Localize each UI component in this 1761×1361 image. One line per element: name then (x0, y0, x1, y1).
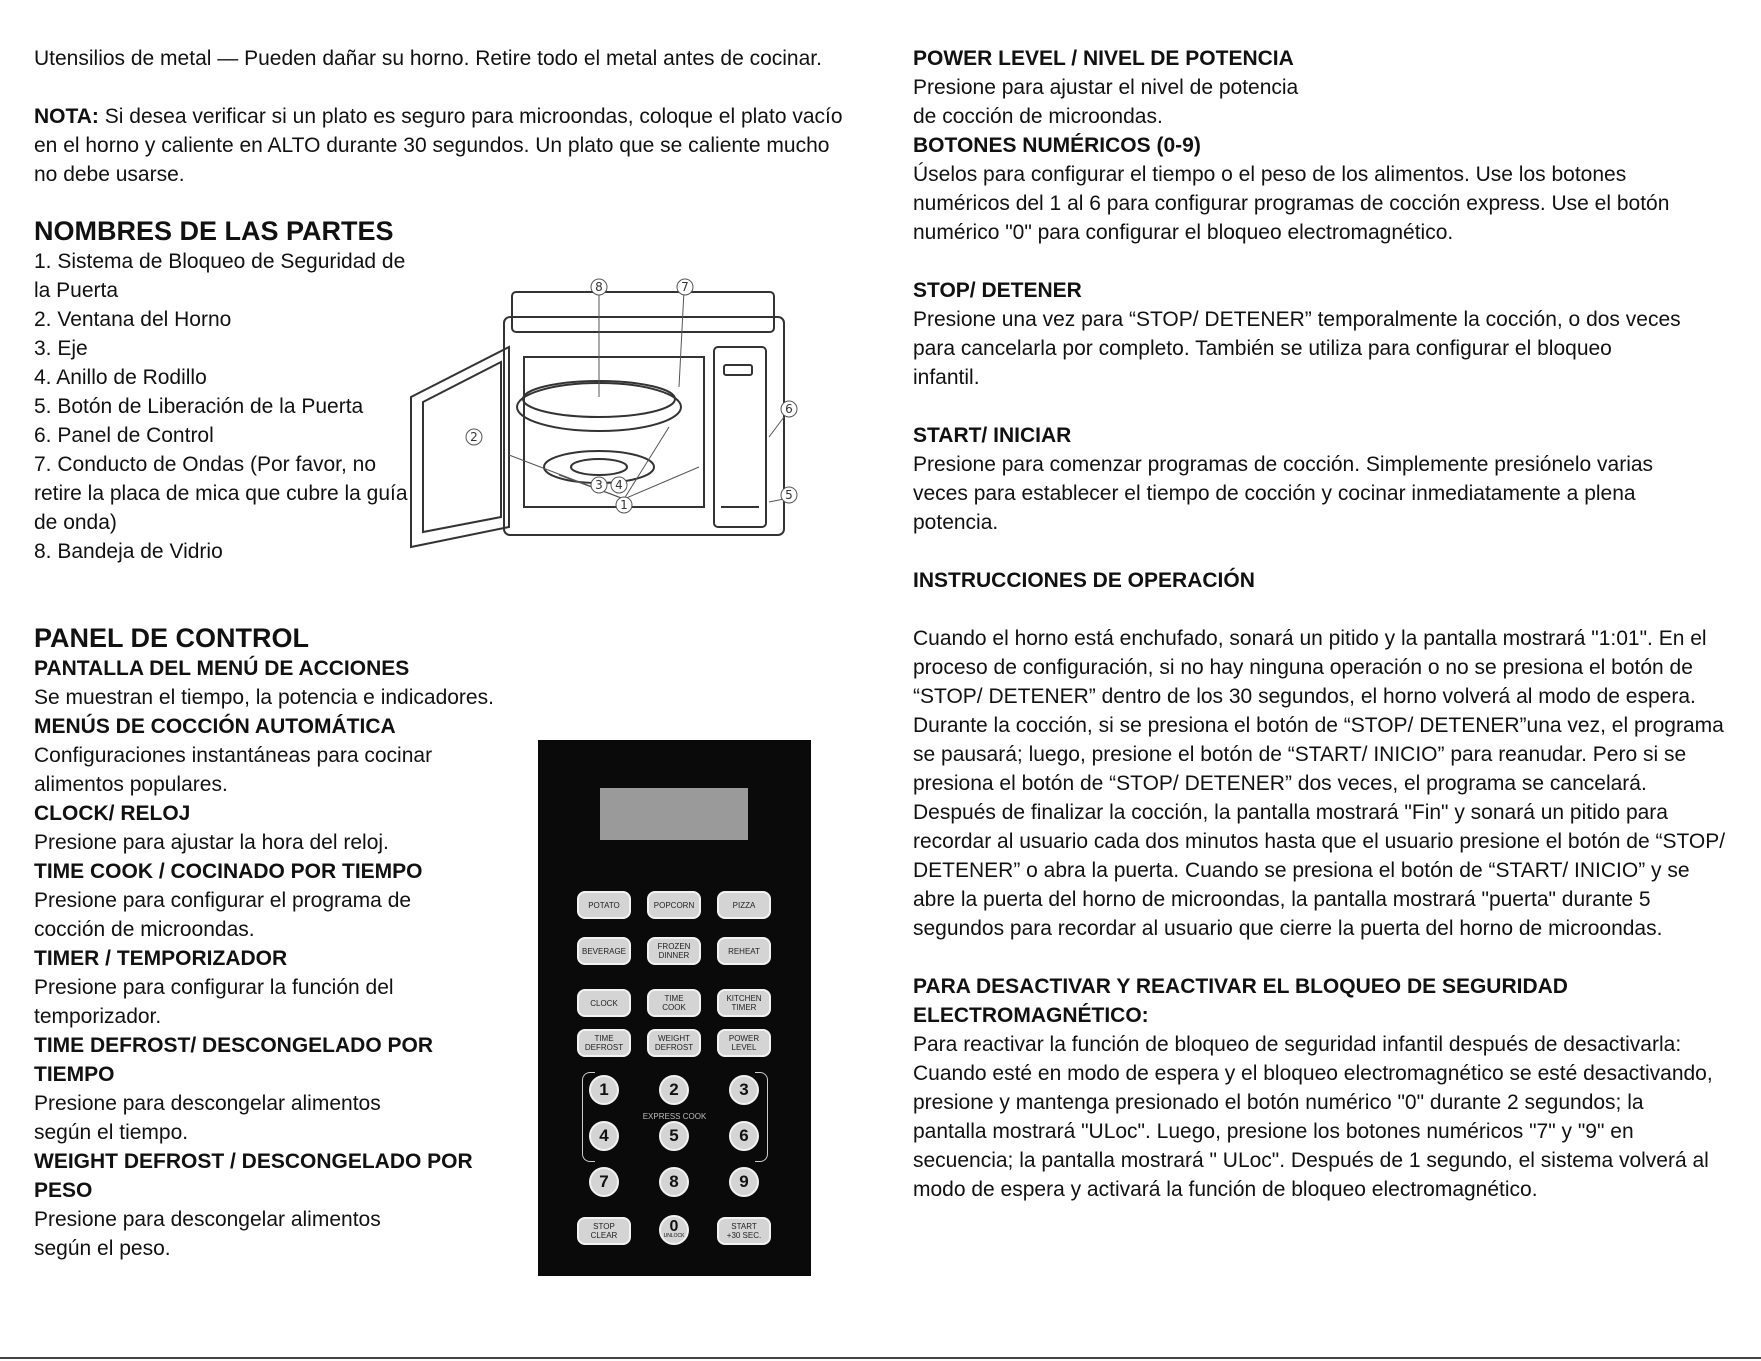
callout-5: 5 (785, 488, 793, 502)
note-paragraph (34, 102, 844, 189)
weight-defrost-key: WEIGHT DEFROST (647, 1029, 701, 1057)
number-key-7: 7 (589, 1167, 619, 1197)
panel-items (34, 654, 534, 1263)
microwave-diagram (409, 277, 894, 577)
part-item: 3. Eje (34, 337, 88, 360)
bottom-rule (0, 1357, 1761, 1359)
control-panel-illustration (538, 740, 811, 1276)
panel-item-head: PANTALLA DEL MENÚ DE ACCIONES (34, 657, 410, 680)
panel-item-body: Se muestran el tiempo, la potencia e indicadores. (34, 686, 494, 709)
lock-text: Para reactivar la función de bloqueo de seguridad infantil después de desactivarla: Cuando esté en modo de espera y el bloqueo electromagnético se esté desactivando, presione y mantenga presionado el botón numérico "0" durante 2 segundos; la pantalla mostrará "ULoc". Luego, presione los botones numéricos "7" y "9" en secuencia; la pantalla mostrará " ULoc". Después de 1 segundo, el sistema volverá al modo de espera y activará la función de bloqueo electromagnético. (913, 1033, 1713, 1201)
power-level-heading: POWER LEVEL / NIVEL DE POTENCIA (913, 47, 1294, 70)
number-key-5: 5 (659, 1121, 689, 1151)
part-item: 7. Conducto de Ondas (Por favor, no retire la placa de mica que cubre la guía de onda) (34, 453, 408, 534)
metal-warning: Utensilios de metal — Pueden dañar su horno. Retire todo el metal antes de cocinar. (34, 47, 822, 70)
display-screen (600, 788, 748, 840)
frozen-dinner-key: FROZEN DINNER (647, 937, 701, 965)
clock-key: CLOCK (577, 989, 631, 1017)
number-key-0 (659, 1215, 689, 1245)
potato-key: POTATO (577, 891, 631, 919)
express-cook-label: EXPRESS COOK (642, 1112, 707, 1121)
part-item: 8. Bandeja de Vidrio (34, 540, 223, 563)
power-level-key: POWER LEVEL (717, 1029, 771, 1057)
callout-7: 7 (681, 280, 689, 294)
callout-3: 3 (595, 478, 603, 492)
numeric-buttons-heading: BOTONES NUMÉRICOS (0-9) (913, 134, 1201, 157)
numeric-buttons-text: Úselos para configurar el tiempo o el peso de los alimentos. Use los botones numéricos del 1 al 6 para configurar programas de cocción express. Use el botón numérico "0" para configurar el bloqueo electromagnético. (913, 163, 1670, 244)
popcorn-key: POPCORN (647, 891, 701, 919)
parts-list (34, 247, 414, 566)
right-column (913, 44, 1743, 1204)
panel-item-body: Configuraciones instantáneas para cocinar alimentos populares. (34, 744, 433, 796)
part-item: 5. Botón de Liberación de la Puerta (34, 395, 364, 418)
number-key-3: 3 (729, 1075, 759, 1105)
number-key-2: 2 (659, 1075, 689, 1105)
panel-item-body: Presione para configurar la función del temporizador. (34, 976, 394, 1028)
panel-title: PANEL DE CONTROL (34, 623, 310, 653)
callout-4: 4 (615, 478, 623, 492)
panel-item-body: Presione para descongelar alimentos según el tiempo. (34, 1092, 381, 1144)
left-column (34, 44, 874, 1263)
number-key-9: 9 (729, 1167, 759, 1197)
panel-item-head: MENÚS DE COCCIÓN AUTOMÁTICA (34, 715, 396, 738)
stop-heading: STOP/ DETENER (913, 279, 1082, 302)
operation-heading: INSTRUCCIONES DE OPERACIÓN (913, 569, 1255, 592)
panel-item-head: TIME DEFROST/ DESCONGELADO POR TIEMPO (34, 1034, 434, 1086)
panel-item-body: Presione para configurar el programa de cocción de microondas. (34, 889, 412, 941)
callout-8: 8 (595, 280, 603, 294)
part-item: 4. Anillo de Rodillo (34, 366, 207, 389)
callout-2: 2 (470, 430, 478, 444)
zero-digit: 0 (669, 1218, 679, 1235)
pizza-key: PIZZA (717, 891, 771, 919)
part-item: 1. Sistema de Bloqueo de Seguridad de la Puerta (34, 250, 406, 302)
lock-heading: PARA DESACTIVAR Y REACTIVAR EL BLOQUEO DE SEGURIDAD ELECTROMAGNÉTICO: (913, 975, 1568, 1027)
panel-item-head: TIMER / TEMPORIZADOR (34, 947, 288, 970)
panel-item-head: WEIGHT DEFROST / DESCONGELADO POR PESO (34, 1150, 473, 1202)
stop-clear-key: STOP CLEAR (577, 1217, 631, 1245)
control-panel-section (34, 622, 874, 1263)
start-key: START +30 SEC. (717, 1217, 771, 1245)
number-key-6: 6 (729, 1121, 759, 1151)
part-item: 2. Ventana del Horno (34, 308, 232, 331)
number-key-8: 8 (659, 1167, 689, 1197)
parts-section (34, 247, 874, 566)
note-text: Si desea verificar si un plato es seguro para microondas, coloque el plato vacío en el horno y caliente en ALTO durante 30 segundos. Un plato que se caliente mucho no debe usarse. (34, 105, 843, 186)
unlock-label: UNLOCK (663, 1233, 685, 1239)
part-item: 6. Panel de Control (34, 424, 214, 447)
kitchen-timer-key: KITCHEN TIMER (717, 989, 771, 1017)
time-defrost-key: TIME DEFROST (577, 1029, 631, 1057)
time-cook-key: TIME COOK (647, 989, 701, 1017)
panel-item-body: Presione para ajustar la hora del reloj. (34, 831, 389, 854)
reheat-key: REHEAT (717, 937, 771, 965)
note-label: NOTA: (34, 105, 99, 128)
start-text: Presione para comenzar programas de cocción. Simplemente presiónelo varias veces para establecer el tiempo de cocción y cocinar inmediatamente a plena potencia. (913, 453, 1654, 534)
panel-item-head: CLOCK/ RELOJ (34, 802, 191, 825)
operation-text: Cuando el horno está enchufado, sonará un pitido y la pantalla mostrará "1:01". En el proceso de configuración, si no hay ninguna operación o no se presiona el botón de “STOP/ DETENER” dentro de los 30 segundos, el horno volverá al modo de espera. Durante la cocción, si se presiona el botón de “STOP/ DETENER”una vez, el programa se pausará; luego, presione el botón de “START/ INICIO” para reanudar. Pero si se presiona el botón de “STOP/ DETENER” dos veces, el programa se cancelará. Después de finalizar la cocción, la pantalla mostrará "Fin" y sonará un pitido para recordar al usuario cada dos minutos hasta que el usuario presione el botón de “STOP/ DETENER” o abra la puerta. Cuando se presiona el botón de “START/ INICIO” y se abre la puerta del horno de microondas, la pantalla mostrará "puerta" durante 5 segundos para recordar al usuario que cierre la puerta del horno de microondas. (913, 627, 1726, 940)
number-key-4: 4 (589, 1121, 619, 1151)
stop-text: Presione una vez para “STOP/ DETENER” temporalmente la cocción, o dos veces para cancelarla por completo. También se utiliza para configurar el bloqueo infantil. (913, 308, 1681, 389)
power-level-text: Presione para ajustar el nivel de potencia de cocción de microondas. (913, 76, 1299, 128)
callout-6: 6 (785, 402, 793, 416)
callout-1: 1 (620, 498, 628, 512)
beverage-key: BEVERAGE (577, 937, 631, 965)
parts-title: NOMBRES DE LAS PARTES (34, 216, 394, 246)
panel-item-head: TIME COOK / COCINADO POR TIEMPO (34, 860, 423, 883)
start-heading: START/ INICIAR (913, 424, 1072, 447)
number-key-1: 1 (589, 1075, 619, 1105)
panel-item-body: Presione para descongelar alimentos según el peso. (34, 1208, 381, 1260)
